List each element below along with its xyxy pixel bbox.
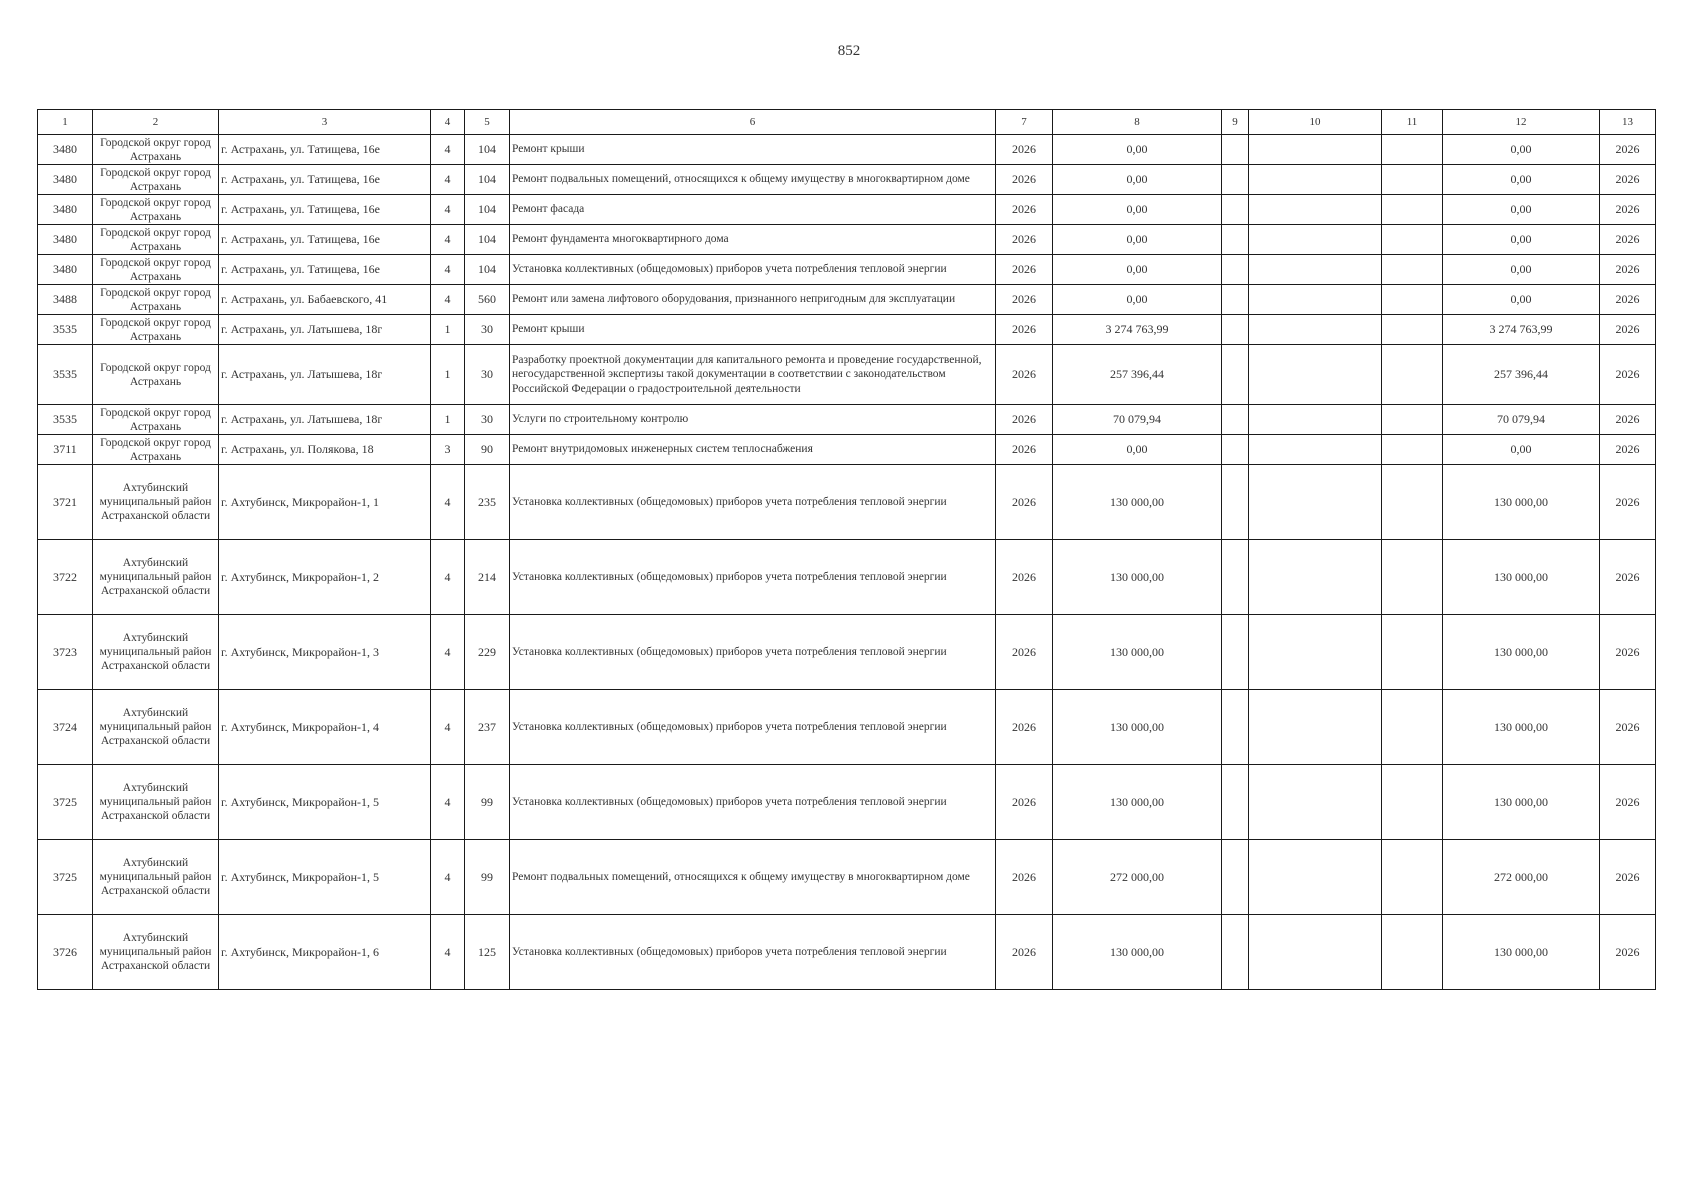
address: г. Ахтубинск, Микрорайон-1, 4 bbox=[219, 690, 431, 765]
cell-col9 bbox=[1222, 315, 1249, 345]
table-row bbox=[38, 195, 1656, 225]
cost-fund: 0,00 bbox=[1443, 135, 1600, 165]
work-type: Ремонт или замена лифтового оборудования, признанного непригодным для эксплуатации bbox=[510, 285, 996, 315]
cell-col11 bbox=[1382, 255, 1443, 285]
address: г. Астрахань, ул. Латышева, 18г bbox=[219, 405, 431, 435]
cell-col10 bbox=[1249, 405, 1382, 435]
municipality: Городской округ город Астрахань bbox=[93, 165, 219, 195]
object-id: 3488 bbox=[38, 285, 93, 315]
municipality: Ахтубинский муниципальный район Астраханской области bbox=[93, 465, 219, 540]
cell-col4: 4 bbox=[431, 915, 465, 990]
municipality: Городской округ город Астрахань bbox=[93, 135, 219, 165]
cost-fund: 0,00 bbox=[1443, 255, 1600, 285]
cell-col5: 214 bbox=[465, 540, 510, 615]
cell-col9 bbox=[1222, 690, 1249, 765]
cell-col5: 30 bbox=[465, 345, 510, 405]
cell-col10 bbox=[1249, 135, 1382, 165]
cell-col4: 4 bbox=[431, 540, 465, 615]
object-id: 3722 bbox=[38, 540, 93, 615]
cell-col11 bbox=[1382, 465, 1443, 540]
cell-col5: 104 bbox=[465, 225, 510, 255]
work-type: Услуги по строительному контролю bbox=[510, 405, 996, 435]
address: г. Астрахань, ул. Бабаевского, 41 bbox=[219, 285, 431, 315]
year: 2026 bbox=[996, 540, 1053, 615]
cell-col4: 4 bbox=[431, 195, 465, 225]
header-row bbox=[38, 110, 1656, 135]
object-id: 3535 bbox=[38, 315, 93, 345]
cost-fund: 130 000,00 bbox=[1443, 465, 1600, 540]
column-header: 13 bbox=[1600, 110, 1656, 135]
cell-col10 bbox=[1249, 255, 1382, 285]
cell-col9 bbox=[1222, 345, 1249, 405]
completion-year: 2026 bbox=[1600, 195, 1656, 225]
column-header: 12 bbox=[1443, 110, 1600, 135]
year: 2026 bbox=[996, 165, 1053, 195]
column-header: 8 bbox=[1053, 110, 1222, 135]
municipality: Городской округ город Астрахань bbox=[93, 315, 219, 345]
cell-col11 bbox=[1382, 540, 1443, 615]
cell-col11 bbox=[1382, 435, 1443, 465]
completion-year: 2026 bbox=[1600, 225, 1656, 255]
work-type: Ремонт подвальных помещений, относящихся к общему имуществу в многоквартирном доме bbox=[510, 840, 996, 915]
cell-col9 bbox=[1222, 195, 1249, 225]
table-row bbox=[38, 540, 1656, 615]
cell-col11 bbox=[1382, 195, 1443, 225]
cell-col5: 235 bbox=[465, 465, 510, 540]
column-header: 3 bbox=[219, 110, 431, 135]
work-type: Установка коллективных (общедомовых) приборов учета потребления тепловой энергии bbox=[510, 255, 996, 285]
cell-col11 bbox=[1382, 285, 1443, 315]
cell-col4: 3 bbox=[431, 435, 465, 465]
work-type: Ремонт фундамента многоквартирного дома bbox=[510, 225, 996, 255]
cell-col10 bbox=[1249, 285, 1382, 315]
cell-col5: 90 bbox=[465, 435, 510, 465]
cell-col5: 104 bbox=[465, 135, 510, 165]
address: г. Астрахань, ул. Татищева, 16е bbox=[219, 135, 431, 165]
completion-year: 2026 bbox=[1600, 255, 1656, 285]
cell-col4: 4 bbox=[431, 465, 465, 540]
table-row bbox=[38, 285, 1656, 315]
work-type: Ремонт внутридомовых инженерных систем теплоснабжения bbox=[510, 435, 996, 465]
cell-col9 bbox=[1222, 285, 1249, 315]
cell-col4: 1 bbox=[431, 315, 465, 345]
cell-col11 bbox=[1382, 915, 1443, 990]
cost-fund: 130 000,00 bbox=[1443, 690, 1600, 765]
cell-col9 bbox=[1222, 465, 1249, 540]
address: г. Астрахань, ул. Латышева, 18г bbox=[219, 345, 431, 405]
year: 2026 bbox=[996, 435, 1053, 465]
year: 2026 bbox=[996, 465, 1053, 540]
completion-year: 2026 bbox=[1600, 345, 1656, 405]
cost-fund: 130 000,00 bbox=[1443, 540, 1600, 615]
completion-year: 2026 bbox=[1600, 915, 1656, 990]
completion-year: 2026 bbox=[1600, 405, 1656, 435]
cell-col9 bbox=[1222, 435, 1249, 465]
cell-col5: 125 bbox=[465, 915, 510, 990]
cost: 130 000,00 bbox=[1053, 915, 1222, 990]
municipality: Городской округ город Астрахань bbox=[93, 195, 219, 225]
table-row bbox=[38, 615, 1656, 690]
cost: 70 079,94 bbox=[1053, 405, 1222, 435]
municipality: Ахтубинский муниципальный район Астраханской области bbox=[93, 840, 219, 915]
cost-fund: 257 396,44 bbox=[1443, 345, 1600, 405]
cell-col5: 104 bbox=[465, 255, 510, 285]
table-row bbox=[38, 345, 1656, 405]
cell-col10 bbox=[1249, 765, 1382, 840]
cost-fund: 70 079,94 bbox=[1443, 405, 1600, 435]
cost: 272 000,00 bbox=[1053, 840, 1222, 915]
cost: 0,00 bbox=[1053, 195, 1222, 225]
cell-col5: 99 bbox=[465, 840, 510, 915]
municipality: Ахтубинский муниципальный район Астраханской области bbox=[93, 540, 219, 615]
cost: 130 000,00 bbox=[1053, 465, 1222, 540]
cell-col9 bbox=[1222, 540, 1249, 615]
year: 2026 bbox=[996, 765, 1053, 840]
cost-fund: 0,00 bbox=[1443, 285, 1600, 315]
year: 2026 bbox=[996, 615, 1053, 690]
year: 2026 bbox=[996, 315, 1053, 345]
year: 2026 bbox=[996, 840, 1053, 915]
work-type: Установка коллективных (общедомовых) приборов учета потребления тепловой энергии bbox=[510, 540, 996, 615]
year: 2026 bbox=[996, 285, 1053, 315]
table-row bbox=[38, 225, 1656, 255]
cell-col10 bbox=[1249, 915, 1382, 990]
cell-col4: 4 bbox=[431, 765, 465, 840]
cell-col10 bbox=[1249, 195, 1382, 225]
cost: 257 396,44 bbox=[1053, 345, 1222, 405]
table-row bbox=[38, 315, 1656, 345]
cell-col10 bbox=[1249, 615, 1382, 690]
object-id: 3480 bbox=[38, 195, 93, 225]
year: 2026 bbox=[996, 915, 1053, 990]
completion-year: 2026 bbox=[1600, 135, 1656, 165]
address: г. Ахтубинск, Микрорайон-1, 5 bbox=[219, 840, 431, 915]
address: г. Ахтубинск, Микрорайон-1, 1 bbox=[219, 465, 431, 540]
column-header: 9 bbox=[1222, 110, 1249, 135]
cell-col11 bbox=[1382, 405, 1443, 435]
cell-col4: 4 bbox=[431, 690, 465, 765]
address: г. Астрахань, ул. Татищева, 16е bbox=[219, 255, 431, 285]
cell-col11 bbox=[1382, 135, 1443, 165]
year: 2026 bbox=[996, 690, 1053, 765]
work-type: Ремонт подвальных помещений, относящихся к общему имуществу в многоквартирном доме bbox=[510, 165, 996, 195]
cell-col5: 229 bbox=[465, 615, 510, 690]
municipality: Ахтубинский муниципальный район Астраханской области bbox=[93, 615, 219, 690]
cell-col5: 30 bbox=[465, 405, 510, 435]
column-header: 11 bbox=[1382, 110, 1443, 135]
cost: 130 000,00 bbox=[1053, 540, 1222, 615]
completion-year: 2026 bbox=[1600, 540, 1656, 615]
year: 2026 bbox=[996, 405, 1053, 435]
cell-col4: 4 bbox=[431, 255, 465, 285]
cell-col5: 560 bbox=[465, 285, 510, 315]
object-id: 3480 bbox=[38, 255, 93, 285]
cell-col9 bbox=[1222, 765, 1249, 840]
cost-fund: 130 000,00 bbox=[1443, 765, 1600, 840]
cell-col4: 4 bbox=[431, 135, 465, 165]
year: 2026 bbox=[996, 255, 1053, 285]
cost: 130 000,00 bbox=[1053, 765, 1222, 840]
object-id: 3535 bbox=[38, 345, 93, 405]
cell-col11 bbox=[1382, 165, 1443, 195]
table-row bbox=[38, 165, 1656, 195]
municipality: Городской округ город Астрахань bbox=[93, 255, 219, 285]
object-id: 3723 bbox=[38, 615, 93, 690]
completion-year: 2026 bbox=[1600, 165, 1656, 195]
work-type: Установка коллективных (общедомовых) приборов учета потребления тепловой энергии bbox=[510, 690, 996, 765]
object-id: 3726 bbox=[38, 915, 93, 990]
capital-repair-table bbox=[37, 109, 1656, 990]
cost-fund: 130 000,00 bbox=[1443, 615, 1600, 690]
cell-col10 bbox=[1249, 345, 1382, 405]
cost: 3 274 763,99 bbox=[1053, 315, 1222, 345]
column-header: 6 bbox=[510, 110, 996, 135]
table-row bbox=[38, 765, 1656, 840]
cell-col4: 4 bbox=[431, 165, 465, 195]
work-type: Установка коллективных (общедомовых) приборов учета потребления тепловой энергии bbox=[510, 465, 996, 540]
work-type: Разработку проектной документации для капитального ремонта и проведение государственной, негосударственной экспертизы такой документации в соответствии с законодательством Российской Федерации о градостроительной деятельности bbox=[510, 345, 996, 405]
cell-col4: 4 bbox=[431, 615, 465, 690]
cell-col5: 237 bbox=[465, 690, 510, 765]
year: 2026 bbox=[996, 195, 1053, 225]
cell-col4: 4 bbox=[431, 840, 465, 915]
cell-col10 bbox=[1249, 225, 1382, 255]
column-header: 4 bbox=[431, 110, 465, 135]
table-row bbox=[38, 435, 1656, 465]
object-id: 3480 bbox=[38, 135, 93, 165]
cell-col10 bbox=[1249, 165, 1382, 195]
object-id: 3480 bbox=[38, 225, 93, 255]
cell-col4: 4 bbox=[431, 225, 465, 255]
cost: 0,00 bbox=[1053, 225, 1222, 255]
cost: 0,00 bbox=[1053, 435, 1222, 465]
cell-col11 bbox=[1382, 225, 1443, 255]
cell-col9 bbox=[1222, 225, 1249, 255]
cell-col11 bbox=[1382, 840, 1443, 915]
column-header: 1 bbox=[38, 110, 93, 135]
address: г. Астрахань, ул. Татищева, 16е bbox=[219, 225, 431, 255]
address: г. Ахтубинск, Микрорайон-1, 6 bbox=[219, 915, 431, 990]
table-row bbox=[38, 255, 1656, 285]
table-row bbox=[38, 690, 1656, 765]
cost-fund: 272 000,00 bbox=[1443, 840, 1600, 915]
cell-col10 bbox=[1249, 690, 1382, 765]
municipality: Городской округ город Астрахань bbox=[93, 285, 219, 315]
cell-col9 bbox=[1222, 255, 1249, 285]
cell-col10 bbox=[1249, 540, 1382, 615]
object-id: 3724 bbox=[38, 690, 93, 765]
table-row bbox=[38, 915, 1656, 990]
column-header: 10 bbox=[1249, 110, 1382, 135]
cell-col4: 1 bbox=[431, 345, 465, 405]
cell-col5: 104 bbox=[465, 165, 510, 195]
address: г. Астрахань, ул. Татищева, 16е bbox=[219, 165, 431, 195]
table-row bbox=[38, 840, 1656, 915]
completion-year: 2026 bbox=[1600, 465, 1656, 540]
cell-col9 bbox=[1222, 165, 1249, 195]
cost-fund: 3 274 763,99 bbox=[1443, 315, 1600, 345]
municipality: Городской округ город Астрахань bbox=[93, 345, 219, 405]
cell-col10 bbox=[1249, 435, 1382, 465]
page-number: 852 bbox=[837, 43, 861, 59]
municipality: Ахтубинский муниципальный район Астраханской области bbox=[93, 765, 219, 840]
cell-col11 bbox=[1382, 690, 1443, 765]
work-type: Ремонт крыши bbox=[510, 315, 996, 345]
work-type: Установка коллективных (общедомовых) приборов учета потребления тепловой энергии bbox=[510, 765, 996, 840]
cell-col4: 1 bbox=[431, 405, 465, 435]
municipality: Городской округ город Астрахань bbox=[93, 225, 219, 255]
work-type: Ремонт фасада bbox=[510, 195, 996, 225]
address: г. Астрахань, ул. Татищева, 16е bbox=[219, 195, 431, 225]
cell-col5: 30 bbox=[465, 315, 510, 345]
cell-col5: 99 bbox=[465, 765, 510, 840]
work-type: Установка коллективных (общедомовых) приборов учета потребления тепловой энергии bbox=[510, 615, 996, 690]
municipality: Ахтубинский муниципальный район Астраханской области bbox=[93, 915, 219, 990]
object-id: 3725 bbox=[38, 765, 93, 840]
address: г. Ахтубинск, Микрорайон-1, 2 bbox=[219, 540, 431, 615]
object-id: 3480 bbox=[38, 165, 93, 195]
object-id: 3725 bbox=[38, 840, 93, 915]
cost-fund: 0,00 bbox=[1443, 165, 1600, 195]
cost: 0,00 bbox=[1053, 165, 1222, 195]
cost: 130 000,00 bbox=[1053, 690, 1222, 765]
cell-col5: 104 bbox=[465, 195, 510, 225]
cell-col11 bbox=[1382, 315, 1443, 345]
municipality: Ахтубинский муниципальный район Астраханской области bbox=[93, 690, 219, 765]
cost-fund: 0,00 bbox=[1443, 225, 1600, 255]
object-id: 3711 bbox=[38, 435, 93, 465]
cost-fund: 0,00 bbox=[1443, 195, 1600, 225]
object-id: 3535 bbox=[38, 405, 93, 435]
cost-fund: 130 000,00 bbox=[1443, 915, 1600, 990]
table-row bbox=[38, 465, 1656, 540]
cell-col9 bbox=[1222, 615, 1249, 690]
column-header: 7 bbox=[996, 110, 1053, 135]
work-type: Установка коллективных (общедомовых) приборов учета потребления тепловой энергии bbox=[510, 915, 996, 990]
cell-col9 bbox=[1222, 405, 1249, 435]
object-id: 3721 bbox=[38, 465, 93, 540]
cost: 0,00 bbox=[1053, 255, 1222, 285]
cell-col11 bbox=[1382, 345, 1443, 405]
cell-col10 bbox=[1249, 465, 1382, 540]
table-row bbox=[38, 405, 1656, 435]
completion-year: 2026 bbox=[1600, 840, 1656, 915]
municipality: Городской округ город Астрахань bbox=[93, 435, 219, 465]
year: 2026 bbox=[996, 345, 1053, 405]
completion-year: 2026 bbox=[1600, 285, 1656, 315]
column-header: 5 bbox=[465, 110, 510, 135]
cell-col9 bbox=[1222, 135, 1249, 165]
completion-year: 2026 bbox=[1600, 615, 1656, 690]
year: 2026 bbox=[996, 225, 1053, 255]
cell-col11 bbox=[1382, 765, 1443, 840]
completion-year: 2026 bbox=[1600, 315, 1656, 345]
completion-year: 2026 bbox=[1600, 690, 1656, 765]
cost: 130 000,00 bbox=[1053, 615, 1222, 690]
cost-fund: 0,00 bbox=[1443, 435, 1600, 465]
completion-year: 2026 bbox=[1600, 435, 1656, 465]
year: 2026 bbox=[996, 135, 1053, 165]
cost: 0,00 bbox=[1053, 285, 1222, 315]
cell-col10 bbox=[1249, 840, 1382, 915]
cell-col11 bbox=[1382, 615, 1443, 690]
municipality: Городской округ город Астрахань bbox=[93, 405, 219, 435]
cell-col4: 4 bbox=[431, 285, 465, 315]
address: г. Ахтубинск, Микрорайон-1, 5 bbox=[219, 765, 431, 840]
work-type: Ремонт крыши bbox=[510, 135, 996, 165]
cell-col9 bbox=[1222, 840, 1249, 915]
completion-year: 2026 bbox=[1600, 765, 1656, 840]
address: г. Ахтубинск, Микрорайон-1, 3 bbox=[219, 615, 431, 690]
address: г. Астрахань, ул. Латышева, 18г bbox=[219, 315, 431, 345]
table-row bbox=[38, 135, 1656, 165]
cell-col10 bbox=[1249, 315, 1382, 345]
column-header: 2 bbox=[93, 110, 219, 135]
cost: 0,00 bbox=[1053, 135, 1222, 165]
cell-col9 bbox=[1222, 915, 1249, 990]
address: г. Астрахань, ул. Полякова, 18 bbox=[219, 435, 431, 465]
